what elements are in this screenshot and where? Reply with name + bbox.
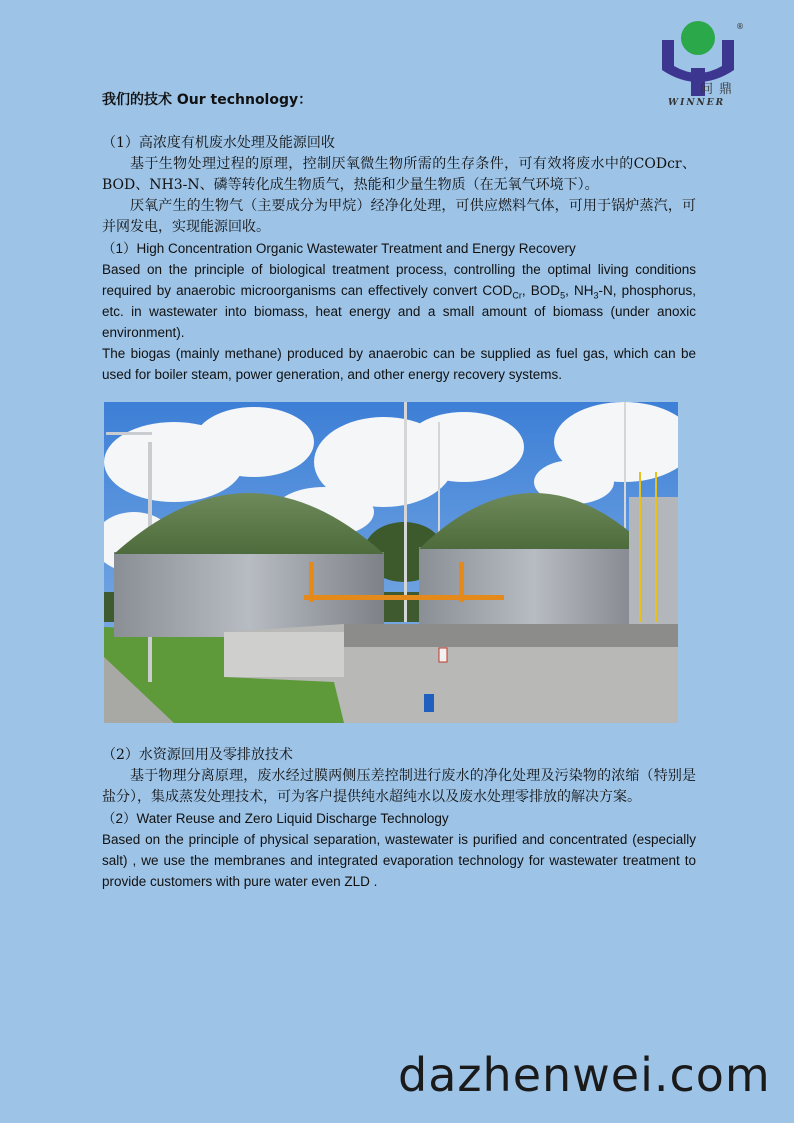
watermark-text: dazhenwei.com (398, 1048, 771, 1102)
section1-en-paragraph-2: The biogas (mainly methane) produced by anaerobic can be supplied as fuel gas, which can be used for boiler steam, power generation, and other energy recovery systems. (102, 346, 696, 382)
section1-cn-paragraph-2: 厌氧产生的生物气（主要成分为甲烷）经净化处理，可供应燃料气体，可用于锅炉蒸汽，可并网发电，实现能源回收。 (102, 198, 696, 235)
section1-cn-paragraph-1: 基于生物处理过程的原理，控制厌氧微生物所需的生存条件，可有效将废水中的CODcr、BOD、NH3-N、磷等转化成生物质气，热能和少量生物质（在无氧气环境下）。 (102, 156, 696, 193)
section-1 (102, 88, 696, 385)
section2-en-title: （2）Water Reuse and Zero Liquid Discharge Technology (102, 811, 449, 826)
section1-en-title: （1）High Concentration Organic Wastewater Treatment and Energy Recovery (102, 241, 576, 256)
page-heading: 我们的技术 Our technology： (102, 92, 313, 108)
logo-chinese-text: 问鼎 (700, 82, 739, 97)
biogas-plant-photo (104, 402, 678, 723)
section1-cn-title: （1）高浓度有机废水处理及能源回收 (102, 135, 335, 151)
section2-cn-paragraph-1: 基于物理分离原理，废水经过膜两侧压差控制进行废水的净化处理及污染物的浓缩（特别是盐分），集成蒸发处理技术，可为客户提供纯水超纯水以及废水处理零排放的解决方案。 (102, 768, 696, 805)
section2-en-paragraph-1: Based on the principle of physical separation, wastewater is purified and concentrated (especially salt) , we use the membranes and integrated evaporation technology for wastewater treatment to provide customers with pure water even ZLD . (102, 832, 696, 889)
logo-english-text: WINNER (668, 98, 726, 108)
section-2 (102, 745, 696, 892)
section1-en-paragraph-1: Based on the principle of biological treatment process, controlling the optimal living conditions required by anaerobic microorganisms can effectively convert $COD_{Cr}$, $BOD_5$, $NH_3-N$, phosphorus, etc. in wastewater into biomass, heat energy and a small amount of biomass (under anoxic environment). (102, 262, 696, 340)
registered-mark: ® (736, 22, 744, 31)
section2-cn-title: （2）水资源回用及零排放技术 (102, 747, 293, 763)
